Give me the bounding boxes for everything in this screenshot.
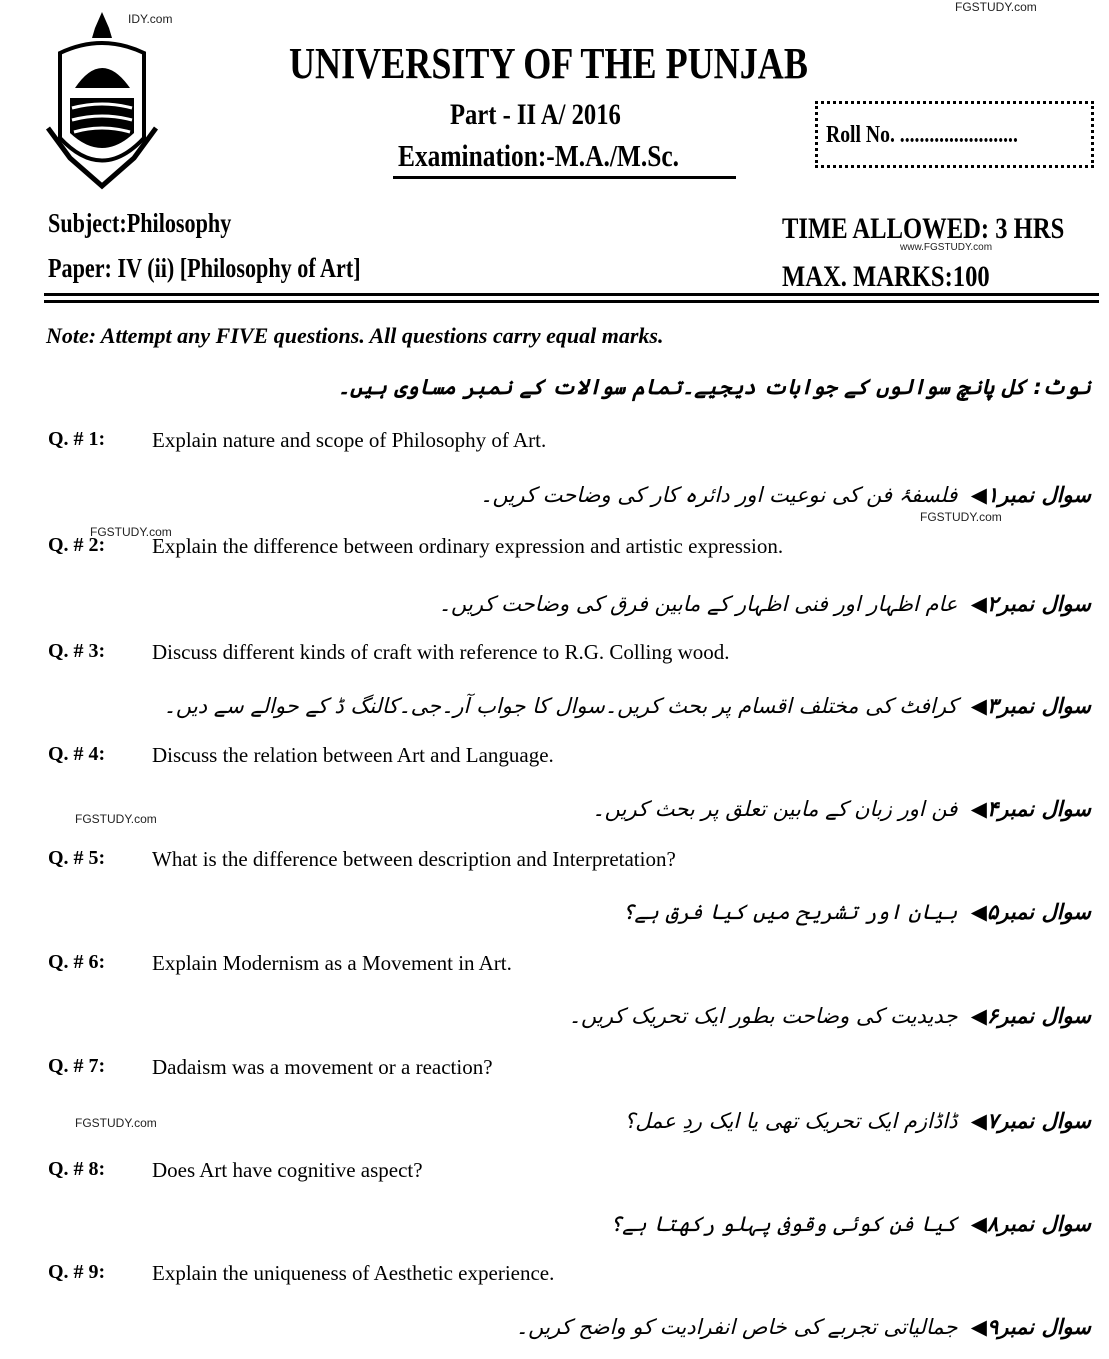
question-urdu-text: جدیدیت کی وضاحت بطور ایک تحریک کریں۔ bbox=[568, 1004, 958, 1028]
question-urdu-label: سوال نمبر۸◀ bbox=[970, 1212, 1091, 1236]
question-urdu-label: سوال نمبر۹◀ bbox=[970, 1315, 1091, 1339]
question-text: Does Art have cognitive aspect? bbox=[152, 1158, 423, 1182]
university-title: UNIVERSITY OF THE PUNJAB bbox=[289, 39, 808, 88]
paper: Paper: IV (ii) [Philosophy of Art] bbox=[48, 253, 361, 283]
part-year: Part - II A/ 2016 bbox=[450, 98, 621, 131]
question-urdu bbox=[624, 1109, 1091, 1133]
question-text: Discuss the relation between Art and Language. bbox=[152, 743, 554, 767]
question-urdu-label: سوال نمبر۶◀ bbox=[970, 1004, 1091, 1028]
watermark: www.FGSTUDY.com bbox=[900, 242, 993, 253]
question-urdu bbox=[622, 900, 1091, 924]
note-urdu: نوٹ: کل پانچ سوالوں کے جوابات دیجیے۔تمام سوالات کے نمبر مساوی ہیں۔ bbox=[337, 375, 1091, 399]
question-text: Explain the uniqueness of Aesthetic experience. bbox=[152, 1261, 555, 1285]
question-number: Q. # 9: bbox=[48, 1261, 106, 1283]
question-number: Q. # 8: bbox=[48, 1158, 106, 1180]
question-urdu bbox=[516, 1315, 1091, 1339]
question-urdu bbox=[164, 694, 1091, 718]
watermark: FGSTUDY.com bbox=[955, 0, 1037, 14]
watermark: IDY.com bbox=[128, 12, 173, 26]
question-urdu-text: بیان اور تشریح میں کیا فرق ہے؟ bbox=[622, 900, 958, 924]
question-text: Explain Modernism as a Movement in Art. bbox=[152, 951, 512, 975]
question-urdu bbox=[610, 1212, 1091, 1236]
question-urdu-text: فلسفۂ فن کی نوعیت اور دائرہ کار کی وضاحت کریں۔ bbox=[480, 483, 958, 507]
question-text: Explain the difference between ordinary expression and artistic expression. bbox=[152, 534, 784, 558]
question-urdu-label: سوال نمبر۵◀ bbox=[970, 900, 1091, 924]
question-urdu-text: کرافٹ کی مختلف اقسام پر بحث کریں۔سوال کا جواب آر۔جی۔کالنگ ڈ کے حوالے سے دیں۔ bbox=[163, 694, 958, 718]
question-urdu bbox=[569, 1004, 1091, 1028]
question-number: Q. # 2: bbox=[48, 534, 106, 556]
question-urdu-label: سوال نمبر۴◀ bbox=[970, 797, 1091, 821]
question-urdu-label: سوال نمبر۲◀ bbox=[970, 592, 1091, 616]
question-urdu-text: ڈاڈازم ایک تحریک تھی یا ایک ردِ عمل؟ bbox=[624, 1109, 958, 1133]
question-number: Q. # 1: bbox=[48, 428, 106, 450]
question-number: Q. # 5: bbox=[48, 847, 106, 869]
watermark: FGSTUDY.com bbox=[90, 525, 172, 539]
question-urdu-text: جمالیاتی تجربے کی خاص انفرادیت کو واضح کریں۔ bbox=[515, 1315, 958, 1339]
watermark: FGSTUDY.com bbox=[75, 812, 157, 826]
max-marks: MAX. MARKS:100 bbox=[782, 260, 990, 293]
question-number: Q. # 4: bbox=[48, 743, 106, 765]
question-urdu-text: عام اظہار اور فنی اظہار کے مابین فرق کی وضاحت کریں۔ bbox=[438, 592, 958, 616]
question-urdu bbox=[439, 592, 1091, 616]
question-number: Q. # 6: bbox=[48, 951, 106, 973]
question-text: Discuss different kinds of craft with reference to R.G. Colling wood. bbox=[152, 640, 730, 664]
question-urdu-text: فن اور زبان کے مابین تعلق پر بحث کریں۔ bbox=[592, 797, 958, 821]
subject: Subject:Philosophy bbox=[48, 208, 232, 238]
question-urdu-label: سوال نمبر۱◀ bbox=[970, 483, 1091, 507]
question-urdu bbox=[592, 797, 1091, 821]
question-urdu-label: سوال نمبر۷◀ bbox=[970, 1109, 1091, 1133]
question-text: Explain nature and scope of Philosophy of Art. bbox=[152, 428, 547, 452]
time-allowed: TIME ALLOWED: 3 HRS bbox=[782, 212, 1065, 245]
question-text: What is the difference between description and Interpretation? bbox=[152, 847, 676, 871]
question-number: Q. # 3: bbox=[48, 640, 106, 662]
examination-title: Examination:-M.A./M.Sc. bbox=[398, 138, 680, 173]
roll-number-label: Roll No. ........................ bbox=[826, 122, 1018, 148]
question-urdu bbox=[480, 483, 1091, 507]
note-english: Note: Attempt any FIVE questions. All questions carry equal marks. bbox=[46, 323, 664, 348]
question-text: Dadaism was a movement or a reaction? bbox=[152, 1055, 493, 1079]
question-urdu-label: سوال نمبر۳◀ bbox=[970, 694, 1091, 718]
roll-number-box bbox=[815, 101, 1094, 168]
question-number: Q. # 7: bbox=[48, 1055, 106, 1077]
watermark: FGSTUDY.com bbox=[920, 510, 1002, 524]
watermark: FGSTUDY.com bbox=[75, 1116, 157, 1130]
university-crest-logo bbox=[40, 8, 165, 193]
question-urdu-text: کیا فن کوئی وقوفی پہلو رکھتا ہے؟ bbox=[609, 1212, 958, 1236]
